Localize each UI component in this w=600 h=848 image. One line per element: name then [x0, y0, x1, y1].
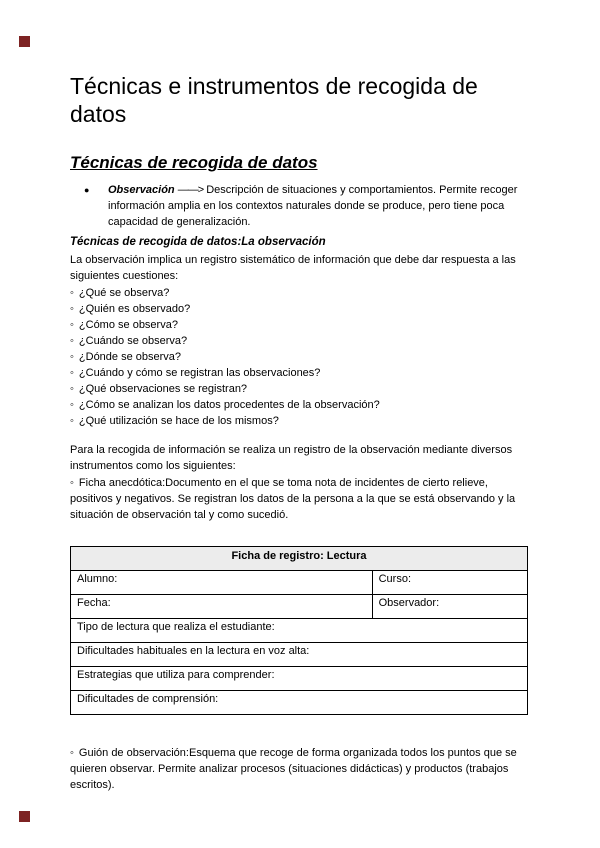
observation-bullet-item: [70, 182, 528, 230]
table-row: [71, 619, 528, 643]
question-text: ¿Qué observaciones se registran?: [78, 383, 248, 395]
table-row: [71, 595, 528, 619]
ficha-anecdotica-paragraph: [70, 475, 528, 523]
question-text: ¿Cuándo y cómo se registran las observaciones?: [78, 367, 321, 379]
table-row: [71, 571, 528, 595]
table-row: [71, 643, 528, 667]
observation-bullet-text: [108, 182, 528, 230]
list-marker: ◦: [70, 335, 74, 347]
list-item: [70, 381, 528, 397]
question-text: ¿Quién es observado?: [78, 303, 191, 315]
page-corner-mark-bottom: [19, 811, 30, 822]
section-heading: Técnicas de recogida de datos: [70, 153, 318, 172]
ficha-registro-table: [70, 546, 528, 715]
list-marker: ◦: [70, 383, 74, 395]
table-cell-fecha: Fecha:: [71, 595, 373, 619]
arrow-glyph: ——>: [177, 184, 204, 196]
instruments-intro-paragraph: Para la recogida de información se realiza un registro de la observación mediante diversos instrumentos como los siguientes:: [70, 444, 513, 472]
ficha-anecdotica-text: Ficha anecdótica:Documento en el que se toma nota de incidentes de cierto relieve, positivos y negativos. Se registran los datos de la persona a la que se está observando y la situación de observación tal y como sucedió.: [70, 477, 516, 521]
list-marker: ◦: [70, 319, 74, 331]
table-cell-dificultades-voz-alta: Dificultades habituales en la lectura en voz alta:: [71, 643, 528, 667]
table-cell-curso: Curso:: [372, 571, 527, 595]
list-marker: ◦: [70, 477, 74, 489]
list-item: [70, 349, 528, 365]
guion-observacion-text: Guión de observación:Esquema que recoge de forma organizada todos los puntos que se quieren observar. Permite analizar procesos (situaciones didácticas) y productos (trabajos escritos).: [70, 747, 517, 791]
table-title: Ficha de registro: Lectura: [71, 547, 528, 571]
observation-term: Observación: [108, 184, 175, 196]
intro-paragraph: La observación implica un registro sistemático de información que debe dar respuesta a las siguientes cuestiones:: [70, 254, 516, 282]
list-marker: ◦: [70, 747, 74, 759]
list-marker: ◦: [70, 399, 74, 411]
list-marker: ◦: [70, 367, 74, 379]
list-item: [70, 413, 528, 429]
question-text: ¿Dónde se observa?: [78, 351, 182, 363]
list-marker: ◦: [70, 287, 74, 299]
table-cell-dificultades-comprension: Dificultades de comprensión:: [71, 691, 528, 715]
list-item: [70, 285, 528, 301]
table-row: [71, 691, 528, 715]
list-item: [70, 333, 528, 349]
table-row: [71, 667, 528, 691]
list-marker: ◦: [70, 351, 74, 363]
table-header-row: [71, 547, 528, 571]
table-cell-alumno: Alumno:: [71, 571, 373, 595]
table-cell-tipo-lectura: Tipo de lectura que realiza el estudiante:: [71, 619, 528, 643]
list-marker: ◦: [70, 415, 74, 427]
list-item: [70, 301, 528, 317]
list-marker: ◦: [70, 303, 74, 315]
list-item: [70, 397, 528, 413]
question-text: ¿Cuándo se observa?: [78, 335, 188, 347]
question-text: ¿Cómo se analizan los datos procedentes de la observación?: [78, 399, 380, 411]
document-title: Técnicas e instrumentos de recogida de datos: [70, 73, 478, 127]
table-cell-estrategias: Estrategias que utiliza para comprender:: [71, 667, 528, 691]
question-text: ¿Qué utilización se hace de los mismos?: [78, 415, 279, 427]
list-item: [70, 317, 528, 333]
subsection-heading: Técnicas de recogida de datos:La observación: [70, 236, 326, 248]
questions-list: [70, 285, 528, 429]
list-item: [70, 365, 528, 381]
guion-observacion-paragraph: [70, 745, 528, 793]
observation-description: Descripción de situaciones y comportamientos. Permite recoger información amplia en los contextos naturales donde se produce, pero tiene poca capacidad de generalización.: [108, 184, 518, 228]
question-text: ¿Qué se observa?: [78, 287, 170, 299]
question-text: ¿Cómo se observa?: [78, 319, 178, 331]
page-corner-mark-top: [19, 36, 30, 47]
table-cell-observador: Observador:: [372, 595, 527, 619]
bullet-marker: ●: [84, 185, 90, 195]
